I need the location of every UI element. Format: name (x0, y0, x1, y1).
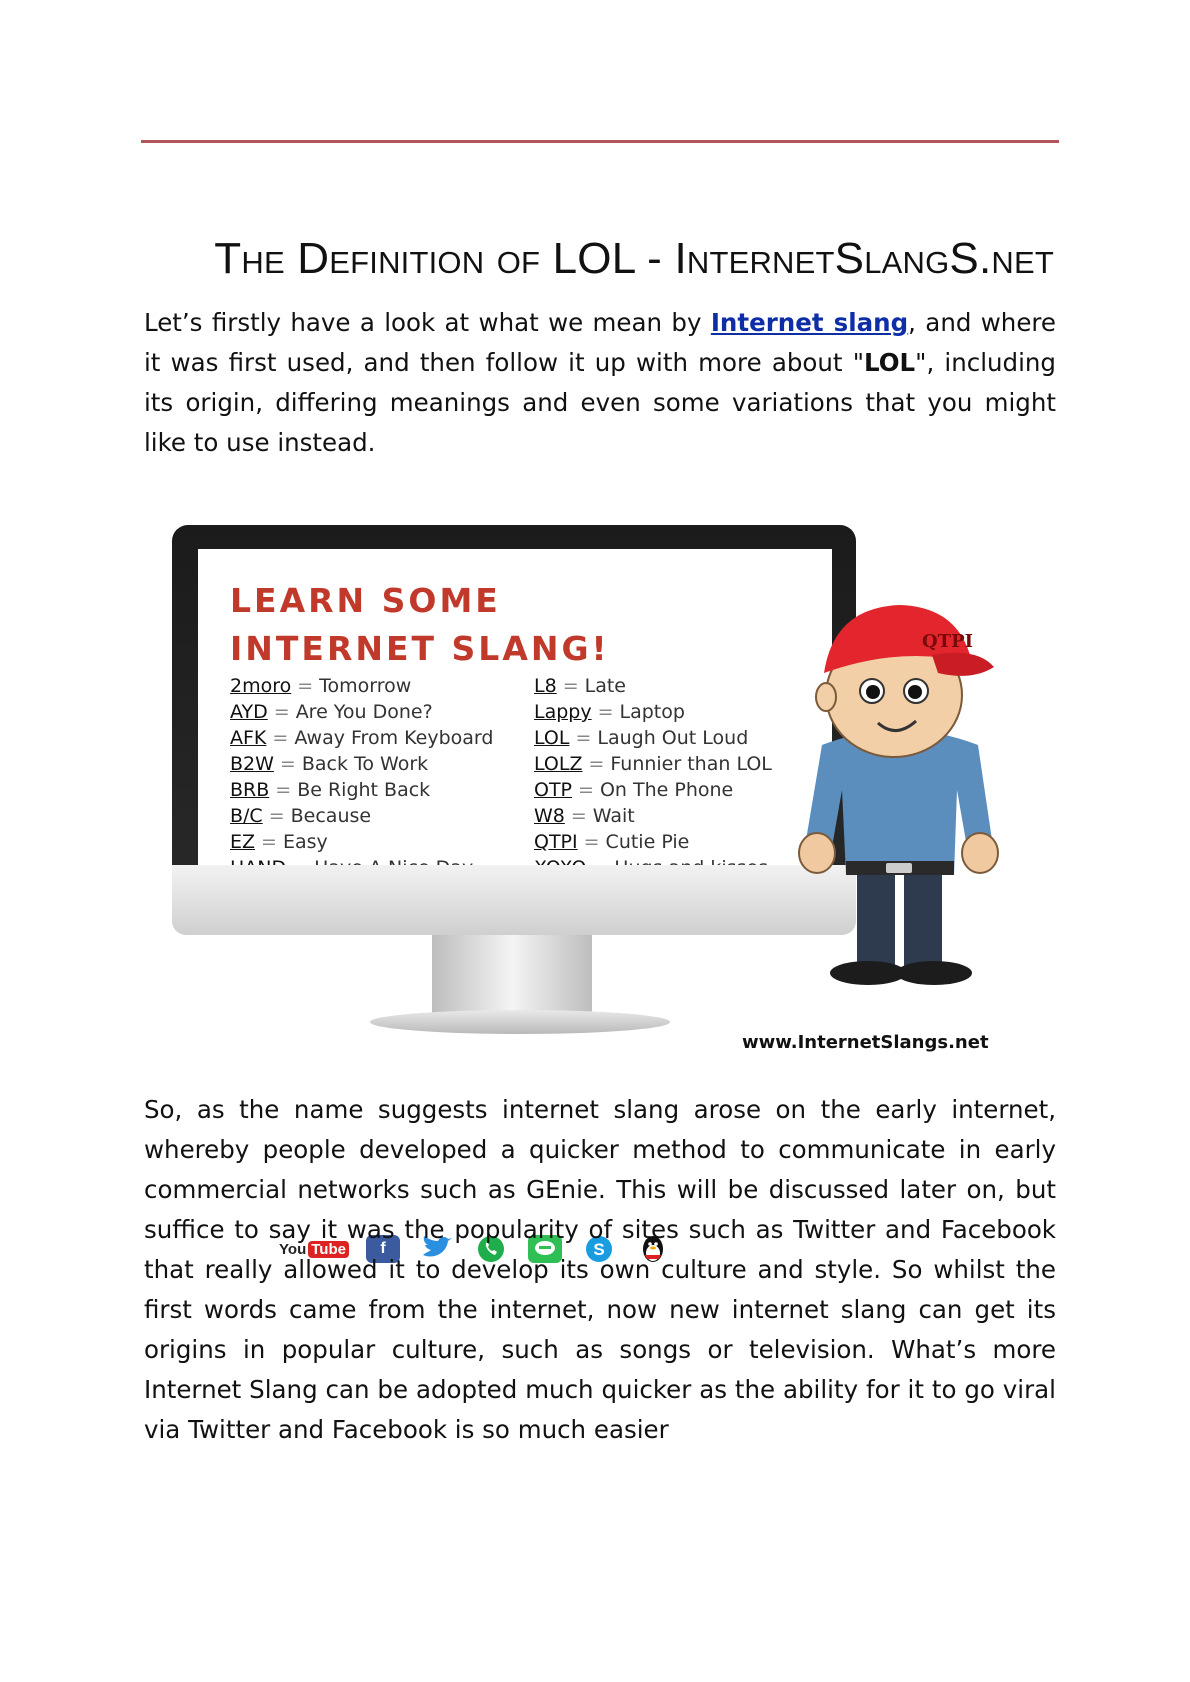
slang-separator: = (275, 779, 292, 801)
slang-abbr: W8 (534, 805, 565, 827)
slang-separator: = (583, 831, 600, 853)
slang-entry (230, 829, 493, 855)
monitor-bezel (172, 865, 856, 1259)
slang-abbr: BRB (230, 779, 270, 801)
slang-entry (534, 699, 772, 725)
youtube-tube: Tube (308, 1241, 349, 1258)
slang-entry (534, 829, 772, 855)
slang-meaning: On The Phone (599, 779, 734, 801)
slang-abbr: QTPI (534, 831, 578, 853)
slang-meaning: Tomorrow (319, 675, 412, 697)
slang-meaning: Away From Keyboard (294, 727, 494, 749)
slang-entry (230, 673, 493, 699)
slang-meaning: Are You Done? (295, 701, 433, 723)
slang-separator: = (268, 805, 285, 827)
heading-line-2: INTERNET SLANG! (230, 629, 610, 668)
slang-separator: = (588, 753, 605, 775)
slang-separator: = (297, 675, 314, 697)
monitor-base (370, 1010, 670, 1034)
intro-text-middle: , and where it was first used, and then follow it up with more about " (144, 308, 1057, 377)
slang-entry (230, 751, 493, 777)
intro-text-start: Let’s firstly have a look at what we mean by (144, 308, 711, 337)
slang-abbr: OTP (534, 779, 573, 801)
intro-text-end: ", including its origin, differing meanings and even some variations that you might like to use instead. (144, 348, 1056, 457)
slang-abbr: Lappy (534, 701, 592, 723)
slang-meaning: Because (290, 805, 372, 827)
slang-separator: = (562, 675, 579, 697)
slang-meaning: Cutie Pie (605, 831, 690, 853)
slang-meaning: Funnier than LOL (610, 753, 772, 775)
slang-abbr: AYD (230, 701, 268, 723)
slang-abbr: B2W (230, 753, 274, 775)
slang-abbr: 2moro (230, 675, 292, 697)
slang-meaning: Back To Work (301, 753, 429, 775)
slang-separator: = (273, 701, 290, 723)
slang-separator: = (575, 727, 592, 749)
page-title: The Definition of LOL - InternetSlangS.net (214, 234, 1054, 283)
slang-abbr: LOL (534, 727, 570, 749)
slang-entry (534, 673, 772, 699)
slang-separator: = (279, 753, 296, 775)
monitor-screen (198, 549, 832, 867)
slang-meaning: Be Right Back (297, 779, 431, 801)
slang-meaning: Laugh Out Loud (597, 727, 749, 749)
slang-separator: = (261, 831, 277, 853)
lol-term: LOL (863, 348, 916, 377)
slang-entry (534, 725, 772, 751)
slang-illustration (170, 520, 1050, 1259)
slang-meaning: Wait (592, 805, 635, 827)
slang-entry (534, 803, 772, 829)
header-rule (141, 140, 1059, 143)
slang-abbr: AFK (230, 727, 267, 749)
cartoon-character (782, 585, 1012, 1005)
slang-entry (230, 777, 493, 803)
slang-entry (230, 725, 493, 751)
slang-entry (534, 777, 772, 803)
slang-abbr: L8 (534, 675, 557, 697)
image-credit: www.InternetSlangs.net (742, 1032, 989, 1053)
slang-meaning: Laptop (619, 701, 685, 723)
internet-slang-link[interactable]: Internet slang (710, 308, 909, 337)
illustration-heading (230, 577, 610, 673)
intro-paragraph (144, 303, 1056, 463)
slang-meaning: Easy (282, 831, 328, 853)
slang-separator: = (272, 727, 289, 749)
slang-separator: = (597, 701, 614, 723)
slang-entry (534, 751, 772, 777)
heading-line-1: LEARN SOME (230, 581, 501, 620)
slang-abbr: EZ (230, 831, 256, 853)
slang-list-right (534, 673, 772, 881)
slang-list-left (230, 673, 493, 881)
cap-text: QTPI (922, 631, 974, 652)
monitor-stand (432, 935, 592, 1015)
slang-separator: = (578, 779, 594, 801)
svg-text:S: S (593, 1240, 605, 1259)
slang-abbr: LOLZ (534, 753, 583, 775)
youtube-you: You (279, 1240, 307, 1258)
slang-separator: = (570, 805, 587, 827)
slang-entry (230, 803, 493, 829)
body-paragraph: So, as the name suggests internet slang arose on the early internet, whereby people developed a quicker method to communicate in early commercial networks such as GEnie. This will be discussed later on, but suffice to say it was the popularity of sites such as Twitter and Facebook that really allowed it to develop its own culture and style. So whilst the first words came from the internet, now new internet slang can get its origins in popular culture, such as songs or television. What’s more Internet Slang can be adopted much quicker as the ability for it to go viral via Twitter and Facebook is so much easier (144, 1095, 1056, 1444)
facebook-icon: f (366, 1235, 400, 1263)
slang-entry (230, 699, 493, 725)
slang-meaning: Late (584, 675, 626, 697)
slang-abbr: B/C (230, 805, 263, 827)
